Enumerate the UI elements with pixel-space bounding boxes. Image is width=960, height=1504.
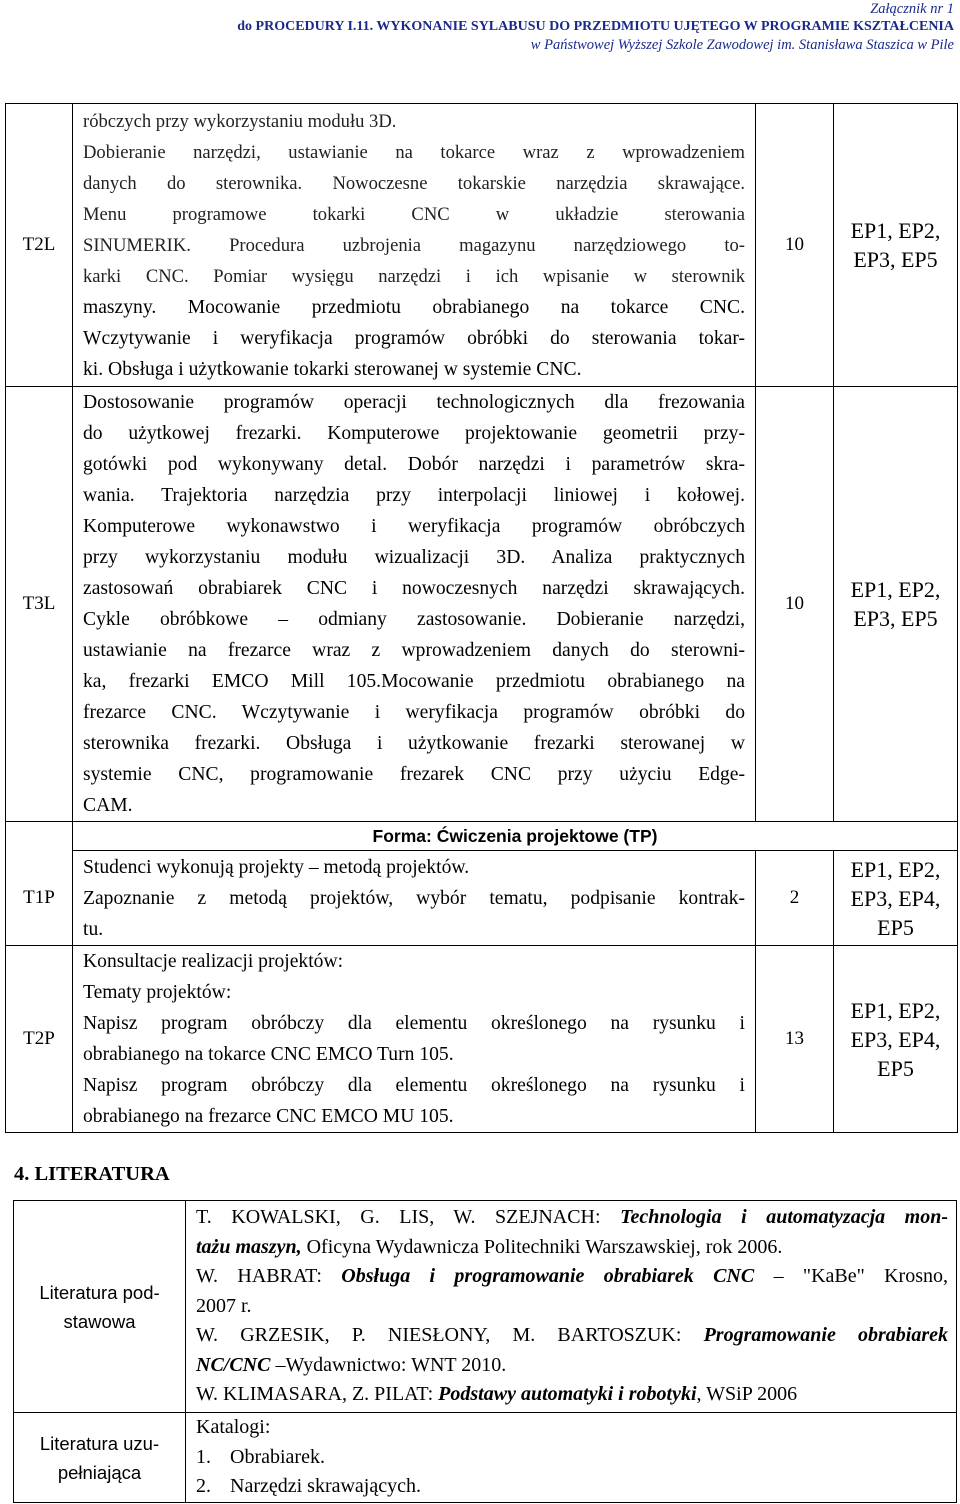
description-line: ustawianie na frezarce wraz z wprowadzeniem danych do sterowni-: [83, 640, 745, 661]
syllabus-content-table: [5, 103, 958, 1133]
form-label: Forma: Ćwiczenia projektowe (TP): [73, 822, 958, 851]
learning-effects: [834, 851, 958, 946]
hours-count: 2: [756, 851, 834, 946]
description-line: Tematy projektów:: [83, 982, 232, 1003]
description-line: Dostosowanie programów operacji technologicznych dla frezowania: [83, 392, 745, 413]
hours-count: 10: [756, 104, 834, 387]
reference-title: tażu maszyn,: [196, 1235, 302, 1258]
topic-description: [73, 851, 756, 946]
reference-title: Technologia i automatyzacja mon-: [620, 1206, 949, 1229]
procedure-title: do PROCEDURY I.11. WYKONANIE SYLABUSU DO PRZEDMIOTU UJĘTEGO W PROGRAMIE KSZTAŁCENIA: [237, 19, 954, 34]
table-row: [6, 851, 958, 946]
effect-line: EP3, EP5: [853, 606, 938, 631]
effect-line: EP5: [877, 1055, 914, 1081]
annex-label: Załącznik nr 1: [870, 1, 954, 17]
topic-code: T2L: [6, 104, 73, 387]
reference-line: [196, 1292, 948, 1322]
list-text: Narzędzi skrawających.: [230, 1475, 421, 1498]
reference-year: 2007 r.: [196, 1294, 252, 1317]
table-row: [6, 387, 958, 822]
effect-line: EP3, EP4,: [850, 1026, 941, 1052]
supplementary-literature-list: [186, 1413, 957, 1503]
list-item: [196, 1443, 948, 1473]
description-line: Menu programowe tokarki CNC w układzie sterowania: [83, 203, 745, 225]
hours-count: 13: [756, 946, 834, 1133]
topic-code: T3L: [6, 387, 73, 822]
list-text: Obrabiarek.: [230, 1445, 325, 1468]
description-line: tu.: [83, 918, 104, 940]
literature-row: [14, 1201, 957, 1413]
description-line: Studenci wykonują projekty – metodą projektów.: [83, 856, 470, 878]
reference-authors: W. KLIMASARA, Z. PILAT:: [196, 1383, 439, 1406]
description-line: przy wykorzystaniu modułu wizualizacji 3D. Analiza praktycznych: [83, 547, 745, 568]
label-line: Literatura pod-: [39, 1281, 160, 1303]
reference-title: Podstawy automatyki i robotyki: [438, 1383, 697, 1406]
basic-literature-list: [186, 1201, 957, 1413]
reference-publisher: Oficyna Wydawnicza Politechniki Warszawskiej, rok 2006.: [301, 1235, 783, 1258]
catalog-heading: Katalogi:: [196, 1416, 271, 1439]
reference-line: [196, 1262, 948, 1292]
label-line: stawowa: [63, 1310, 136, 1332]
supplementary-literature-label: [14, 1413, 186, 1503]
reference-authors: T. KOWALSKI, G. LIS, W. SZEJNACH:: [196, 1206, 621, 1229]
description-line: frezarce CNC. Wczytywanie i weryfikacja programów obróbki do: [83, 702, 745, 723]
description-line: danych do sterownika. Nowoczesne tokarskie narzędzia skrawające.: [83, 172, 745, 194]
description-line: Komputerowe wykonawstwo i weryfikacja programów obróbczych: [83, 516, 745, 537]
effect-line: EP5: [877, 914, 914, 940]
description-line: Cykle obróbkowe – odmiany zastosowanie. Dobieranie narzędzi,: [83, 609, 745, 630]
reference-authors: W. GRZESIK, P. NIESŁONY, M. BARTOSZUK:: [196, 1324, 704, 1347]
basic-literature-label: [14, 1201, 186, 1413]
description-line: obrabianego na tokarce CNC EMCO Turn 105.: [83, 1044, 454, 1065]
description-line: sterownika frezarki. Obsługa i użytkowanie frezarki sterowanej w: [83, 733, 745, 754]
description-line: zastosowań obrabiarek CNC i nowoczesnych narzędzi skrawających.: [83, 578, 745, 599]
learning-effects: [834, 104, 958, 387]
description-line: CAM.: [83, 795, 133, 816]
effect-line: EP1, EP2,: [850, 997, 941, 1023]
topic-description: [73, 387, 756, 822]
description-line: Dobieranie narzędzi, ustawianie na tokarce wraz z wprowadzeniem: [83, 141, 745, 163]
list-item: [196, 1472, 948, 1502]
list-number: 2.: [196, 1475, 211, 1498]
reference-publisher: , WSiP 2006: [696, 1383, 798, 1406]
topic-code: T1P: [6, 851, 73, 946]
empty-cell: [6, 822, 73, 851]
reference-line: [196, 1351, 948, 1381]
label-line: pełniająca: [57, 1461, 142, 1483]
description-line: ki. Obsługa i użytkowanie tokarki sterowanej w systemie CNC.: [83, 358, 582, 380]
reference-authors: W. HABRAT:: [196, 1265, 342, 1288]
description-line: ka, frezarki EMCO Mill 105.Mocowanie przedmiotu obrabianego na: [83, 671, 745, 692]
reference-line: [196, 1203, 948, 1233]
reference-title: Obsługa i programowanie obrabiarek CNC: [341, 1265, 755, 1288]
reference-publisher: –Wydawnictwo: WNT 2010.: [270, 1353, 507, 1376]
institution-name: w Państwowej Wyższej Szkole Zawodowej im. Stanisława Staszica w Pile: [530, 37, 954, 53]
literature-table: [13, 1200, 957, 1503]
effect-line: EP1, EP2,: [850, 856, 941, 882]
section-title: 4. LITERATURA: [14, 1163, 170, 1185]
hours-count: 10: [756, 387, 834, 822]
form-header-row: [6, 822, 958, 851]
label-line: Literatura uzu-: [39, 1432, 160, 1454]
list-number: 1.: [196, 1445, 211, 1468]
table-row: [6, 104, 958, 387]
description-line: wania. Trajektoria narzędzia przy interpolacji liniowej i kołowej.: [83, 485, 745, 506]
effect-line: EP3, EP4,: [850, 885, 941, 911]
description-line: karki CNC. Pomiar wysięgu narzędzi i ich wpisanie w sterownik: [83, 265, 745, 287]
topic-code: T2P: [6, 946, 73, 1133]
learning-effects: [834, 387, 958, 822]
description-line: SINUMERIK. Procedura uzbrojenia magazynu narzędziowego to-: [83, 234, 745, 256]
reference-line: [196, 1321, 948, 1351]
topic-description: [73, 104, 756, 387]
description-line: systemie CNC, programowanie frezarek CNC przy użyciu Edge-: [83, 764, 745, 785]
effect-line: EP1, EP2,: [850, 218, 941, 243]
effect-line: EP3, EP5: [853, 247, 938, 272]
reference-line: [196, 1233, 948, 1263]
description-line: Napisz program obróbczy dla elementu określonego na rysunku i: [83, 1013, 745, 1034]
document-header: [237, 0, 954, 54]
description-line: Wczytywanie i weryfikacja programów obróbki do sterowania tokar-: [83, 327, 745, 349]
description-line: do użytkowej frezarki. Komputerowe projektowanie geometrii przy-: [83, 423, 745, 444]
description-line: maszyny. Mocowanie przedmiotu obrabianego na tokarce CNC.: [83, 296, 745, 318]
reference-title: NC/CNC: [196, 1353, 271, 1376]
table-row: [6, 946, 958, 1133]
reference-title: Programowanie obrabiarek: [703, 1324, 948, 1347]
description-line: Konsultacje realizacji projektów:: [83, 951, 344, 972]
reference-line: [196, 1380, 948, 1410]
description-line: obrabianego na frezarce CNC EMCO MU 105.: [83, 1106, 454, 1127]
reference-publisher: – "KaBe" Krosno,: [754, 1265, 948, 1288]
literature-row: [14, 1413, 957, 1503]
description-line: róbczych przy wykorzystaniu modułu 3D.: [83, 110, 397, 132]
description-line: Zapoznanie z metodą projektów, wybór tematu, podpisanie kontrak-: [83, 887, 745, 909]
description-line: gotówki pod wykonywany detal. Dobór narzędzi i parametrów skra-: [83, 454, 745, 475]
learning-effects: [834, 946, 958, 1133]
description-line: Napisz program obróbczy dla elementu określonego na rysunku i: [83, 1075, 745, 1096]
effect-line: EP1, EP2,: [850, 577, 941, 602]
topic-description: [73, 946, 756, 1133]
